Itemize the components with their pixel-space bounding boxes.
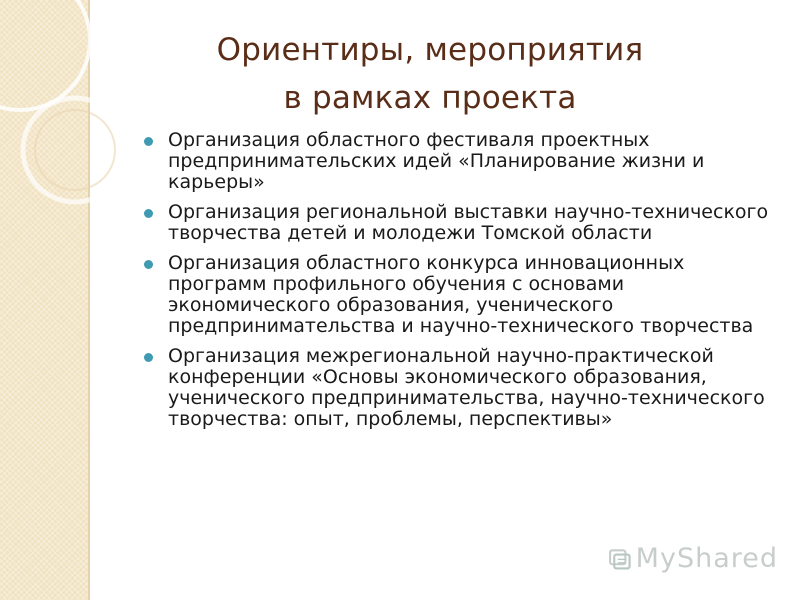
watermark-text: MyShared (635, 542, 778, 574)
bullet-icon (144, 137, 153, 146)
bullet-item-contest (142, 253, 782, 337)
slide-title-line-1: Ориентиры, мероприятия (216, 32, 644, 68)
bullet-item-festival (142, 130, 782, 193)
bullet-item-conference (142, 346, 782, 430)
deco-ring-top (0, 0, 90, 110)
myshared-logo-icon (608, 541, 632, 575)
slide-title (150, 26, 710, 122)
bullet-text: Организация региональной выставки научно-технического творчества детей и молодежи Томской области (168, 201, 769, 244)
watermark (608, 540, 778, 576)
bullet-icon (144, 353, 153, 362)
bullet-text: Организация областного фестиваля проектных предпринимательских идей «Планирование жизни и карьеры» (168, 129, 705, 193)
bullet-icon (144, 209, 153, 218)
bullet-item-exhibition (142, 202, 782, 244)
bullet-text: Организация областного конкурса инновационных программ профильного обучения с основами экономического образования, ученического предпринимательства и научно-технического творчества (168, 252, 754, 337)
bullet-text: Организация межрегиональной научно-практической конференции «Основы экономического образования, ученического предпринимательства, научно-технического творчества: опыт, проблемы, перспективы» (168, 345, 765, 430)
deco-ring-middle (23, 98, 127, 202)
deco-ring-inner (35, 110, 115, 190)
bullet-list (142, 130, 782, 439)
slide-title-line-2: в рамках проекта (283, 80, 577, 116)
decorative-rings (0, 0, 130, 260)
bullet-icon (144, 260, 153, 269)
